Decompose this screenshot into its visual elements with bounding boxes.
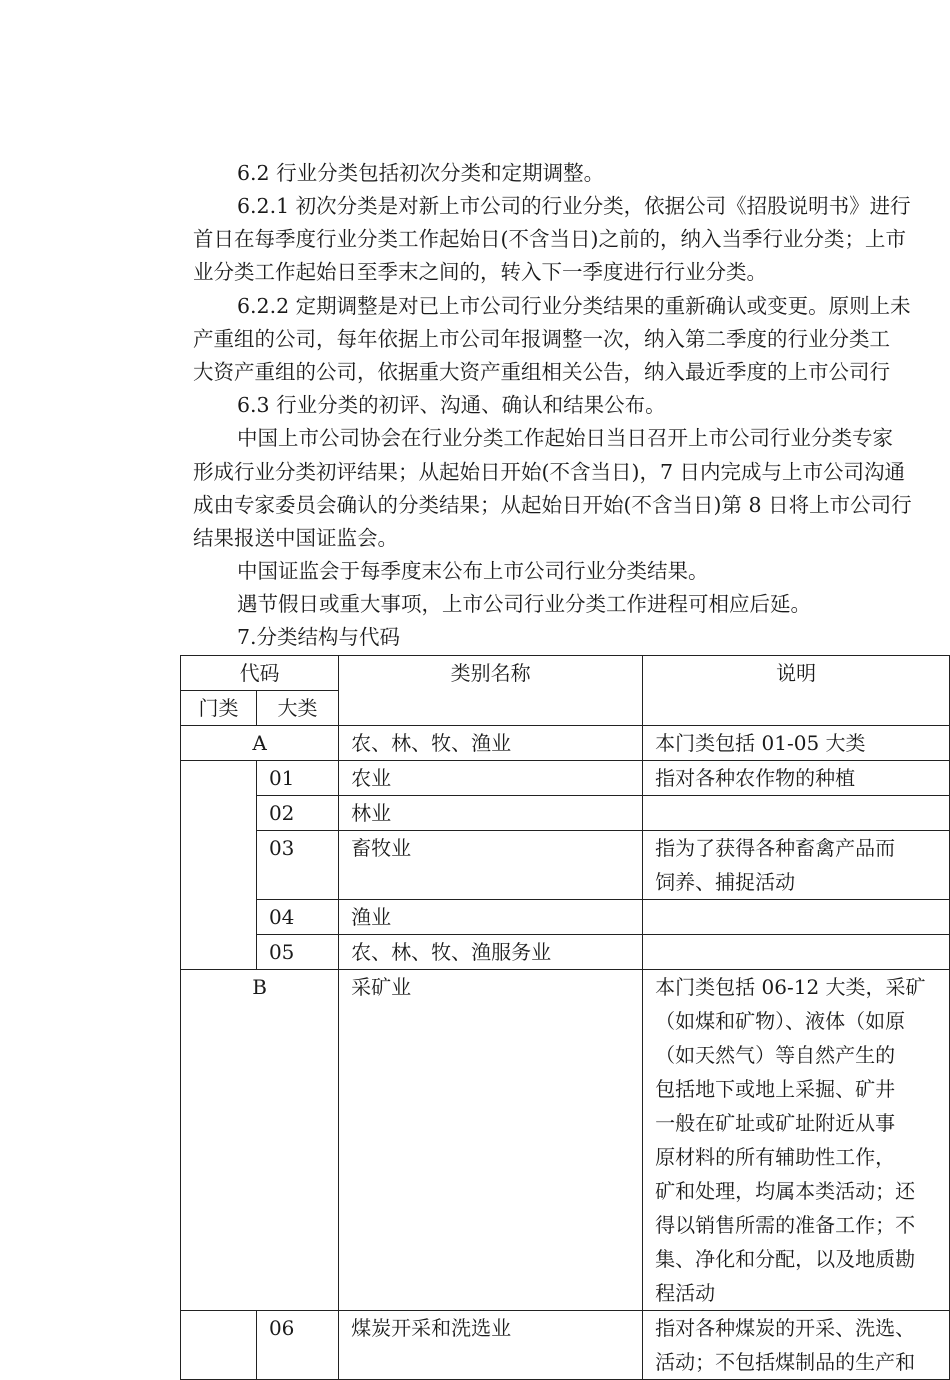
category-desc (643, 970, 950, 1311)
paragraph: 6.2 行业分类包括初次分类和定期调整。 (237, 161, 605, 185)
desc-line: （如天然气）等自然产生的 (655, 1043, 896, 1067)
major-code: 01 (256, 761, 338, 796)
paragraph: 首日在每季度行业分类工作起始日(不含当日)之前的，纳入当季行业分类；上市 (193, 227, 906, 251)
table-header-row (181, 656, 950, 691)
header-name: 类别名称 (339, 656, 643, 726)
category-desc (643, 900, 950, 935)
header-desc: 说明 (643, 656, 950, 726)
category-name: 畜牧业 (339, 831, 643, 900)
category-desc: 本门类包括 01-05 大类 (643, 726, 950, 761)
paragraph: 中国上市公司协会在行业分类工作起始日当日召开上市公司行业分类专家 (237, 426, 893, 450)
table-row (181, 1311, 950, 1380)
table-row (181, 726, 950, 761)
paragraph: 6.2.1 初次分类是对新上市公司的行业分类，依据公司《招股说明书》进行 (237, 194, 911, 218)
paragraph: 形成行业分类初评结果；从起始日开始(不含当日)，7 日内完成与上市公司沟通 (193, 460, 906, 484)
paragraph: 结果报送中国证监会。 (193, 526, 398, 550)
desc-line: 原材料的所有辅助性工作， (655, 1145, 896, 1169)
category-name: 农业 (339, 761, 643, 796)
door-code-empty (181, 761, 257, 970)
major-code: 02 (256, 796, 338, 831)
desc-line: 包括地下或地上采掘、矿井 (655, 1077, 896, 1101)
paragraph: 成由专家委员会确认的分类结果；从起始日开始(不含当日)第 8 日将上市公司行 (193, 493, 912, 517)
table-row (181, 970, 950, 1311)
table-row (181, 761, 950, 796)
header-code: 代码 (181, 656, 339, 691)
desc-line: 矿和处理，均属本类活动；还 (655, 1179, 916, 1203)
table-row (181, 935, 950, 970)
paragraph: 中国证监会于每季度末公布上市公司行业分类结果。 (237, 559, 709, 583)
desc-line: 本门类包括 06-12 大类，采矿 (655, 975, 926, 999)
section-heading: 7.分类结构与代码 (237, 625, 401, 649)
table-row (181, 796, 950, 831)
desc-line: 一般在矿址或矿址附近从事 (655, 1111, 896, 1135)
category-name: 农、林、牧、渔服务业 (339, 935, 643, 970)
header-major: 大类 (256, 691, 338, 726)
table-row (181, 900, 950, 935)
paragraph: 6.2.2 定期调整是对已上市公司行业分类结果的重新确认或变更。原则上未 (237, 294, 911, 318)
category-name: 农、林、牧、渔业 (339, 726, 643, 761)
desc-line: 得以销售所需的准备工作；不 (655, 1213, 916, 1237)
classification-table (180, 655, 950, 1380)
major-code: 04 (256, 900, 338, 935)
desc-line: 饲养、捕捉活动 (655, 870, 796, 894)
paragraph: 大资产重组的公司，依据重大资产重组相关公告，纳入最近季度的上市公司行 (193, 360, 890, 384)
paragraph: 产重组的公司，每年依据上市公司年报调整一次，纳入第二季度的行业分类工 (193, 327, 890, 351)
category-desc (643, 831, 950, 900)
category-desc: 指对各种农作物的种植 (643, 761, 950, 796)
desc-line: 活动；不包括煤制品的生产和 (655, 1350, 916, 1374)
desc-line: 指对各种煤炭的开采、洗选、 (655, 1316, 916, 1340)
category-name: 采矿业 (339, 970, 643, 1311)
desc-line: 集、净化和分配，以及地质勘 (655, 1247, 916, 1271)
desc-line: 程活动 (655, 1281, 716, 1305)
paragraph: 遇节假日或重大事项，上市公司行业分类工作进程可相应后延。 (237, 592, 811, 616)
major-code: 05 (256, 935, 338, 970)
major-code: 03 (256, 831, 338, 900)
category-desc (643, 796, 950, 831)
door-code: A (181, 726, 339, 761)
desc-line: （如煤和矿物）、液体（如原 (655, 1009, 906, 1033)
header-door: 门类 (181, 691, 257, 726)
category-desc (643, 935, 950, 970)
paragraph: 6.3 行业分类的初评、沟通、确认和结果公布。 (237, 393, 666, 417)
door-code-empty (181, 1311, 257, 1380)
door-code: B (181, 970, 339, 1311)
category-desc (643, 1311, 950, 1380)
paragraph: 业分类工作起始日至季末之间的，转入下一季度进行行业分类。 (193, 260, 767, 284)
category-name: 林业 (339, 796, 643, 831)
table-row (181, 831, 950, 900)
category-name: 渔业 (339, 900, 643, 935)
category-name: 煤炭开采和洗选业 (339, 1311, 643, 1380)
major-code: 06 (256, 1311, 338, 1380)
desc-line: 指为了获得各种畜禽产品而 (655, 836, 896, 860)
